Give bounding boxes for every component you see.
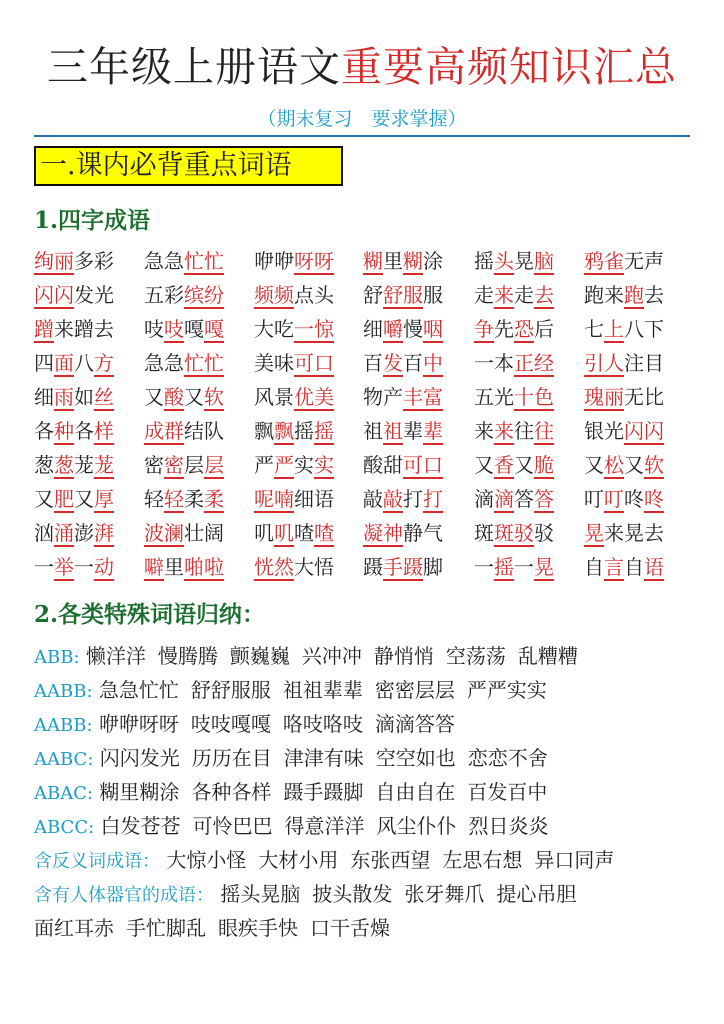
category-row [34,811,704,845]
category-word: 密密层层 [374,678,455,702]
idiom-row [34,450,694,484]
category-word: 糊里糊涂 [99,780,180,804]
idiom-item: 轻轻柔柔 [144,487,224,511]
category-word: 得意洋洋 [284,814,365,838]
category-word: 闪闪发光 [99,746,180,770]
category-word: 大惊小怪 [166,848,247,872]
idiom-item: 急急忙忙 [144,249,224,273]
idiom-item: 恍然大悟 [254,555,334,579]
idiom-item: 舒舒服服 [363,283,443,307]
category-words [99,712,455,736]
idiom-item: 又酸又软 [144,385,224,409]
idiom-item: 争先恐后 [474,317,554,341]
idiom-row [34,552,694,586]
category-word: 披头散发 [312,882,393,906]
idiom-item: 走来走去 [474,283,554,307]
idiom-item: 五光十色 [474,385,554,409]
idiom-item: 来来往往 [474,419,554,443]
idiom-item: 呢喃细语 [254,487,334,511]
category-list [34,641,704,947]
idiom-item: 瑰丽无比 [584,385,664,409]
idiom-item: 密密层层 [144,453,224,477]
idiom-item: 自言自语 [584,555,664,579]
category-word: 吱吱嘎嘎 [190,712,271,736]
category-row [34,777,704,811]
idiom-item: 一本正经 [474,351,554,375]
category-word: 大材小用 [258,848,339,872]
category-word: 懒洋洋 [85,644,146,668]
idiom-item: 物产丰富 [363,385,443,409]
idiom-item: 糊里糊涂 [363,249,443,273]
idiom-item: 细雨如丝 [34,385,114,409]
category-word: 各种各样 [191,780,272,804]
idiom-grid [34,246,694,586]
section-heading: 一.课内必背重点词语 [34,146,343,186]
category-word: 蹑手蹑脚 [283,780,364,804]
category-words [34,916,390,940]
category-label: AABC: [34,749,94,770]
idiom-row [34,484,694,518]
idiom-row [34,416,694,450]
category-word: 张牙舞爪 [404,882,485,906]
category-word: 祖祖辈辈 [282,678,363,702]
category-word: 空空如也 [375,746,456,770]
idiom-item: 一摇一晃 [474,555,554,579]
idiom-item: 波澜壮阔 [144,521,224,545]
category-label: 含有人体器官的成语： [34,885,214,906]
category-word: 历历在目 [191,746,272,770]
idiom-row [34,314,694,348]
idiom-item: 五彩缤纷 [144,283,224,307]
category-label: AABB: [34,681,93,702]
idiom-item: 敲敲打打 [363,487,443,511]
category-word: 口干舌燥 [310,916,390,940]
category-row [34,743,704,777]
category-word: 自由自在 [375,780,456,804]
idiom-item: 闪闪发光 [34,283,114,307]
idiom-item: 吱吱嘎嘎 [144,317,224,341]
subsection-idioms-heading: 1.四字成语 [34,207,151,234]
idiom-row [34,382,694,416]
category-word: 恋恋不舍 [467,746,548,770]
idiom-item: 各种各样 [34,419,114,443]
idiom-item: 风景优美 [254,385,334,409]
category-row [34,641,704,675]
category-word: 咯吱咯吱 [282,712,363,736]
idiom-item: 鸦雀无声 [584,249,664,273]
idiom-item: 噼里啪啦 [144,555,224,579]
category-word: 津津有味 [283,746,364,770]
category-label: ABAC: [34,783,94,804]
category-label: ABB: [34,647,80,668]
idiom-item: 叮叮咚咚 [584,487,664,511]
page-title [0,40,724,94]
idiom-item: 细嚼慢咽 [363,317,443,341]
category-words [100,746,548,770]
category-row [34,675,704,709]
idiom-item: 急急忙忙 [144,351,224,375]
category-word: 慢腾腾 [157,644,218,668]
idiom-item: 引人注目 [584,351,664,375]
category-row [34,709,704,743]
idiom-item: 频频点头 [254,283,334,307]
category-words [99,780,547,804]
category-row [34,879,704,913]
category-word: 风尘仆仆 [376,814,457,838]
category-word: 手忙脚乱 [126,916,206,940]
idiom-item: 严严实实 [254,453,334,477]
idiom-row [34,246,694,280]
category-word: 眼疾手快 [218,916,298,940]
category-word: 白发苍苍 [100,814,181,838]
category-words [101,814,549,838]
category-label: ABCC: [34,817,95,838]
category-word: 可怜巴巴 [192,814,273,838]
idiom-item: 汹涌澎湃 [34,521,114,545]
idiom-item: 一举一动 [34,555,114,579]
category-word: 咿咿呀呀 [98,712,179,736]
idiom-item: 又肥又厚 [34,487,114,511]
category-word: 百发百中 [467,780,548,804]
category-word: 东张西望 [350,848,431,872]
category-word: 异口同声 [534,848,615,872]
idiom-item: 绚丽多彩 [34,249,114,273]
idiom-item: 四面八方 [34,351,114,375]
divider [34,135,690,137]
category-word: 静悄悄 [373,644,434,668]
category-word: 严严实实 [466,678,547,702]
idiom-item: 葱葱茏茏 [34,453,114,477]
category-words [220,882,576,906]
idiom-row [34,518,694,552]
idiom-item: 摇头晃脑 [474,249,554,273]
idiom-item: 成群结队 [144,419,224,443]
idiom-item: 祖祖辈辈 [363,419,443,443]
title-red-part: 重要高频知识汇总 [341,43,677,91]
category-word: 摇头晃脑 [220,882,301,906]
idiom-item: 银光闪闪 [584,419,664,443]
idiom-row [34,348,694,382]
category-word: 面红耳赤 [34,916,114,940]
category-word: 急急忙忙 [98,678,179,702]
idiom-item: 跑来跑去 [584,283,664,307]
idiom-item: 大吃一惊 [254,317,334,341]
idiom-item: 咿咿呀呀 [254,249,334,273]
idiom-row [34,280,694,314]
idiom-item: 又松又软 [584,453,664,477]
idiom-item: 酸甜可口 [363,453,443,477]
idiom-item: 凝神静气 [363,521,443,545]
idiom-item: 叽叽喳喳 [254,521,334,545]
idiom-item: 百发百中 [363,351,443,375]
idiom-item: 蹑手蹑脚 [363,555,443,579]
category-word: 空荡荡 [445,644,506,668]
category-label: AABB: [34,715,93,736]
title-black-part: 三年级上册语文 [47,43,341,91]
category-word: 提心吊胆 [496,882,577,906]
category-words [166,848,614,872]
idiom-item: 晃来晃去 [584,521,664,545]
idiom-item: 滴滴答答 [474,487,554,511]
idiom-item: 又香又脆 [474,453,554,477]
category-word: 滴滴答答 [374,712,455,736]
idiom-item: 七上八下 [584,317,664,341]
subsection-categories-heading: 2.各类特殊词语归纳： [34,601,266,628]
subtitle: （期末复习 要求掌握） [257,108,467,130]
category-word: 乱糟糟 [517,644,578,668]
category-word: 舒舒服服 [190,678,271,702]
category-words [86,644,578,668]
category-row [34,845,704,879]
category-word: 左思右想 [442,848,523,872]
category-word: 烈日炎炎 [468,814,549,838]
idiom-item: 斑斑驳驳 [474,521,554,545]
idiom-item: 飘飘摇摇 [254,419,334,443]
category-word: 颤巍巍 [229,644,290,668]
category-words [99,678,547,702]
category-row [34,913,704,947]
category-label: 含反义词成语： [34,851,160,872]
category-word: 兴冲冲 [301,644,362,668]
idiom-item: 美味可口 [254,351,334,375]
idiom-item: 蹭来蹭去 [34,317,114,341]
